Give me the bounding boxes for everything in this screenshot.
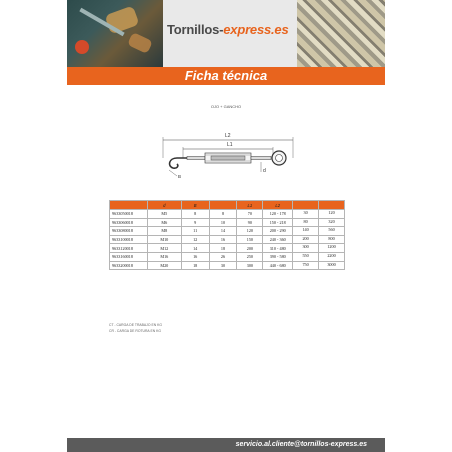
col-header-ct [293, 201, 319, 210]
hook-shape [170, 158, 187, 168]
tools-photo [67, 0, 163, 67]
dim-label-l2: L2 [225, 133, 231, 139]
col-header-code [110, 201, 148, 210]
table-row: 9633060018 M6 9 10 90 150 - 218 80 320 [110, 218, 345, 227]
table-row: 9633080018 M8 11 14 120 200 - 290 140 560 [110, 227, 345, 236]
table-row: 9633100018 M10 12 16 150 240 - 360 200 800 [110, 235, 345, 244]
col-header-l2: L2 [263, 201, 293, 210]
screws-photo [297, 0, 385, 67]
dim-label-b: B [178, 174, 182, 179]
dim-label-d: d [263, 168, 266, 174]
header-banner [67, 0, 385, 67]
table-row: 9633160018 M16 16 26 250 390 - 580 550 2200 [110, 252, 345, 261]
product-subtitle: OJO + GANCHO [210, 104, 242, 109]
right-rod [251, 157, 271, 160]
customer-service-email[interactable]: servicio.al.cliente@tornillos-express.es [235, 441, 367, 448]
brand-logo [167, 22, 289, 37]
dim-label-l1: L1 [227, 142, 233, 148]
note-breaking-load: CR - CARGA DE ROTURA EN KG [109, 329, 161, 333]
title-band [67, 67, 385, 85]
brand-accent: express.es [223, 22, 289, 37]
col-header-l1: L1 [237, 201, 263, 210]
footer-bar [67, 438, 385, 452]
table-header-row [110, 201, 345, 210]
load-notes [109, 322, 162, 334]
table-row: 9633120018 M12 14 18 200 310 - 480 300 1200 [110, 244, 345, 253]
spec-table [109, 200, 345, 270]
left-rod [187, 157, 205, 160]
note-working-load: CT - CARGA DE TRABAJO EN KG [109, 323, 163, 327]
table-row: 9633050018 M5 8 8 70 120 - 178 30 120 [110, 210, 345, 219]
page-title: Ficha técnica [184, 68, 268, 83]
turnbuckle-drawing [147, 124, 307, 184]
table-row: 9633200018 M20 18 30 300 440 - 680 750 3000 [110, 261, 345, 270]
col-header-cr [319, 201, 345, 210]
brand-main: Tornillos- [167, 22, 224, 37]
technical-sheet [67, 0, 385, 452]
col-header-size [209, 201, 237, 210]
col-header-d: d [147, 201, 181, 210]
col-header-b: B [181, 201, 209, 210]
